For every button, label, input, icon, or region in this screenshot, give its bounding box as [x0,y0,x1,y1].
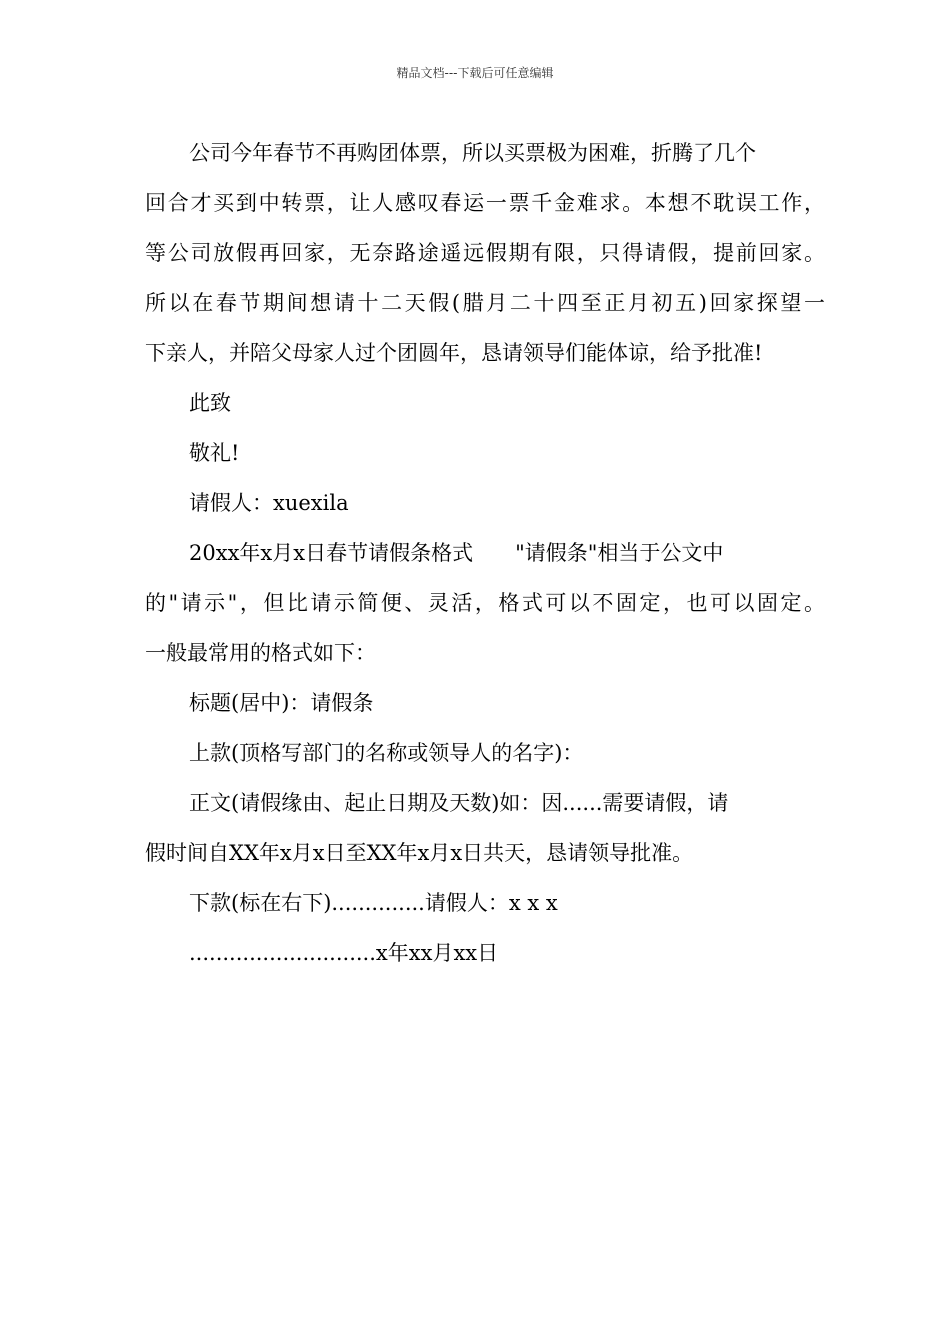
format-heading-line: 上款(顶格写部门的名称或领导人的名字)： [189,741,584,765]
paragraph-line: 20xx年x月x日春节请假条格式 "请假条"相当于公文中 [189,541,724,565]
format-footer-line: 下款(标在右下)..............请假人：x x x [189,891,558,915]
salutation-line: 敬礼! [189,441,240,465]
format-body-line: 正文(请假缘由、起止日期及天数)如：因......需要请假，请 [189,791,729,815]
paragraph-line: 公司今年春节不再购团体票，所以买票极为困难，折腾了几个 [189,141,756,165]
format-body-line: 假时间自XX年x月x日至XX年x月x日共天，恳请领导批准。 [145,841,694,865]
paragraph-line: 下亲人，并陪父母家人过个团圆年，恳请领导们能体谅，给予批准! [145,341,763,365]
format-title-line: 标题(居中)：请假条 [189,691,374,715]
format-date-line: ............................x年xx月xx日 [189,941,499,965]
paragraph-line: 所以在春节期间想请十二天假(腊月二十四至正月初五)回家探望一 [145,291,825,315]
closing-line: 此致 [189,391,231,415]
page-header: 精品文档---下载后可任意编辑 [396,66,554,80]
paragraph-line: 的"请示"，但比请示简便、灵活，格式可以不固定，也可以固定。 [145,591,825,615]
applicant-line: 请假人：xuexila [189,491,349,515]
paragraph-line: 回合才买到中转票，让人感叹春运一票千金难求。本想不耽误工作， [145,191,825,215]
paragraph-line: 等公司放假再回家，无奈路途遥远假期有限，只得请假，提前回家。 [145,241,825,265]
document-body [145,128,825,978]
paragraph-line: 一般最常用的格式如下： [145,641,376,665]
